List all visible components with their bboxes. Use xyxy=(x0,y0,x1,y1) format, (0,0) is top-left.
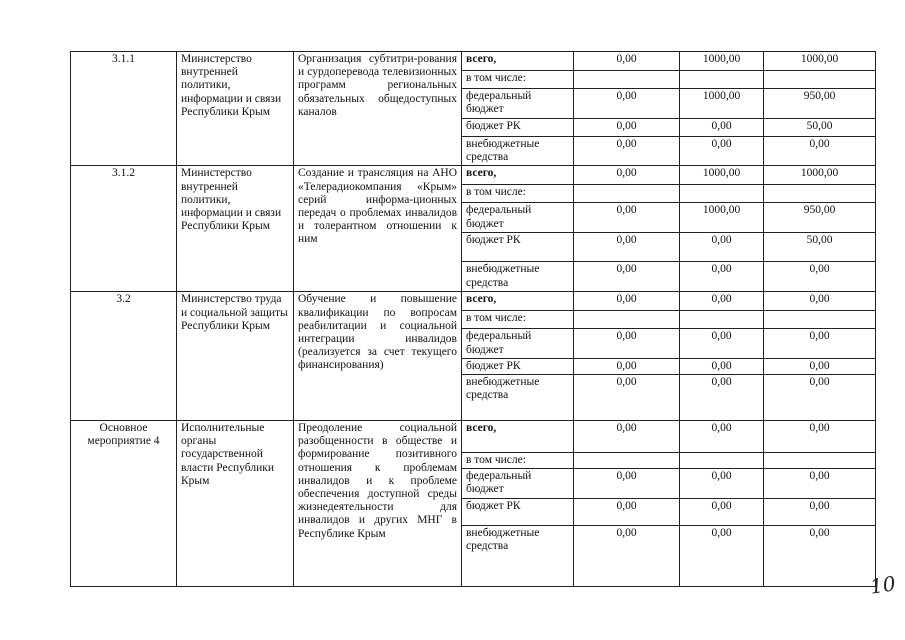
amount-cell-3: 50,00 xyxy=(764,233,876,262)
funding-source-label: федеральный бюджет xyxy=(462,469,574,499)
amount-cell-3: 0,00 xyxy=(764,358,876,374)
amount-cell-3 xyxy=(764,71,876,89)
amount-cell-3: 0,00 xyxy=(764,421,876,453)
funding-source-label: в том числе: xyxy=(462,185,574,203)
amount-cell-2: 0,00 xyxy=(680,329,764,358)
amount-cell-1: 0,00 xyxy=(574,233,680,262)
amount-cell-1: 0,00 xyxy=(574,499,680,526)
funding-source-label: в том числе: xyxy=(462,71,574,89)
funding-source-label: внебюджетные средства xyxy=(462,262,574,292)
amount-cell-2: 0,00 xyxy=(680,137,764,166)
executor-cell: Министерство труда и социальной защиты Республики Крым xyxy=(177,292,294,421)
amount-cell-1 xyxy=(574,311,680,329)
amount-cell-1: 0,00 xyxy=(574,358,680,374)
amount-cell-2: 0,00 xyxy=(680,262,764,292)
funding-source-label: бюджет РК xyxy=(462,119,574,137)
amount-cell-2 xyxy=(680,71,764,89)
amount-cell-1 xyxy=(574,185,680,203)
amount-cell-2: 0,00 xyxy=(680,292,764,311)
amount-cell-1: 0,00 xyxy=(574,203,680,233)
amount-cell-1: 0,00 xyxy=(574,137,680,166)
amount-cell-3: 1000,00 xyxy=(764,52,876,71)
amount-cell-2: 1000,00 xyxy=(680,203,764,233)
amount-cell-1: 0,00 xyxy=(574,375,680,421)
amount-cell-3: 1000,00 xyxy=(764,166,876,185)
amount-cell-2: 0,00 xyxy=(680,526,764,587)
amount-cell-1: 0,00 xyxy=(574,166,680,185)
code-cell: 3.1.1 xyxy=(71,52,177,166)
amount-cell-1: 0,00 xyxy=(574,119,680,137)
amount-cell-1: 0,00 xyxy=(574,469,680,499)
funding-source-label: всего, xyxy=(462,421,574,453)
description-cell: Создание и трансляция на АНО «Телерадиокомпания «Крым» серий информа-ционных передач о проблемах инвалидов и толерантном отношении к ним xyxy=(294,166,462,292)
code-cell: 3.1.2 xyxy=(71,166,177,292)
funding-source-label: внебюджетные средства xyxy=(462,137,574,166)
amount-cell-1 xyxy=(574,71,680,89)
description-cell: Обучение и повышение квалификации по вопросам реабилитации и социальной интеграции инвалидов (реализуется за счет текущего финансирования) xyxy=(294,292,462,421)
amount-cell-1: 0,00 xyxy=(574,89,680,119)
amount-cell-1 xyxy=(574,453,680,469)
amount-cell-3: 0,00 xyxy=(764,292,876,311)
amount-cell-3: 0,00 xyxy=(764,526,876,587)
amount-cell-1: 0,00 xyxy=(574,262,680,292)
amount-cell-2: 0,00 xyxy=(680,119,764,137)
amount-cell-2: 0,00 xyxy=(680,358,764,374)
amount-cell-1: 0,00 xyxy=(574,292,680,311)
amount-cell-3 xyxy=(764,311,876,329)
funding-source-label: внебюджетные средства xyxy=(462,526,574,587)
amount-cell-3: 0,00 xyxy=(764,499,876,526)
amount-cell-3: 950,00 xyxy=(764,89,876,119)
amount-cell-3 xyxy=(764,185,876,203)
amount-cell-2: 1000,00 xyxy=(680,166,764,185)
executor-cell: Исполнительные органы государственной власти Республики Крым xyxy=(177,421,294,587)
funding-source-label: в том числе: xyxy=(462,311,574,329)
funding-source-label: бюджет РК xyxy=(462,233,574,262)
amount-cell-2: 1000,00 xyxy=(680,52,764,71)
table-row xyxy=(71,52,876,71)
amount-cell-2: 0,00 xyxy=(680,375,764,421)
amount-cell-3 xyxy=(764,453,876,469)
handwritten-page-number: 10 xyxy=(868,571,897,599)
amount-cell-1: 0,00 xyxy=(574,421,680,453)
funding-source-label: бюджет РК xyxy=(462,499,574,526)
amount-cell-3: 50,00 xyxy=(764,119,876,137)
amount-cell-1: 0,00 xyxy=(574,52,680,71)
amount-cell-3: 0,00 xyxy=(764,329,876,358)
funding-source-label: федеральный бюджет xyxy=(462,203,574,233)
funding-source-label: всего, xyxy=(462,52,574,71)
amount-cell-2 xyxy=(680,453,764,469)
amount-cell-3: 950,00 xyxy=(764,203,876,233)
table-row xyxy=(71,292,876,311)
code-cell: Основное мероприятие 4 xyxy=(71,421,177,587)
amount-cell-2 xyxy=(680,185,764,203)
description-cell: Организация субтитри-рования и сурдоперевода телевизионных программ региональных обязательных общедоступных каналов xyxy=(294,52,462,166)
funding-source-label: в том числе: xyxy=(462,453,574,469)
amount-cell-2: 1000,00 xyxy=(680,89,764,119)
amount-cell-2: 0,00 xyxy=(680,499,764,526)
funding-source-label: всего, xyxy=(462,292,574,311)
description-cell: Преодоление социальной разобщенности в обществе и формирование позитивного отношения к проблемам инвалидов и к проблеме обеспечения доступной среды жизнедеятельности для инвалидов и других МНГ в Республике Крым xyxy=(294,421,462,587)
amount-cell-2: 0,00 xyxy=(680,233,764,262)
amount-cell-2: 0,00 xyxy=(680,469,764,499)
funding-source-label: внебюджетные средства xyxy=(462,375,574,421)
amount-cell-3: 0,00 xyxy=(764,469,876,499)
executor-cell: Министерство внутренней политики, информации и связи Республики Крым xyxy=(177,166,294,292)
amount-cell-3: 0,00 xyxy=(764,375,876,421)
table-row xyxy=(71,421,876,453)
amount-cell-1: 0,00 xyxy=(574,526,680,587)
executor-cell: Министерство внутренней политики, информации и связи Республики Крым xyxy=(177,52,294,166)
funding-source-label: федеральный бюджет xyxy=(462,329,574,358)
funding-source-label: всего, xyxy=(462,166,574,185)
amount-cell-2: 0,00 xyxy=(680,421,764,453)
funding-source-label: бюджет РК xyxy=(462,358,574,374)
funding-source-label: федеральный бюджет xyxy=(462,89,574,119)
funding-table xyxy=(70,51,876,587)
code-cell: 3.2 xyxy=(71,292,177,421)
amount-cell-3: 0,00 xyxy=(764,262,876,292)
amount-cell-3: 0,00 xyxy=(764,137,876,166)
table-row xyxy=(71,166,876,185)
amount-cell-1: 0,00 xyxy=(574,329,680,358)
amount-cell-2 xyxy=(680,311,764,329)
